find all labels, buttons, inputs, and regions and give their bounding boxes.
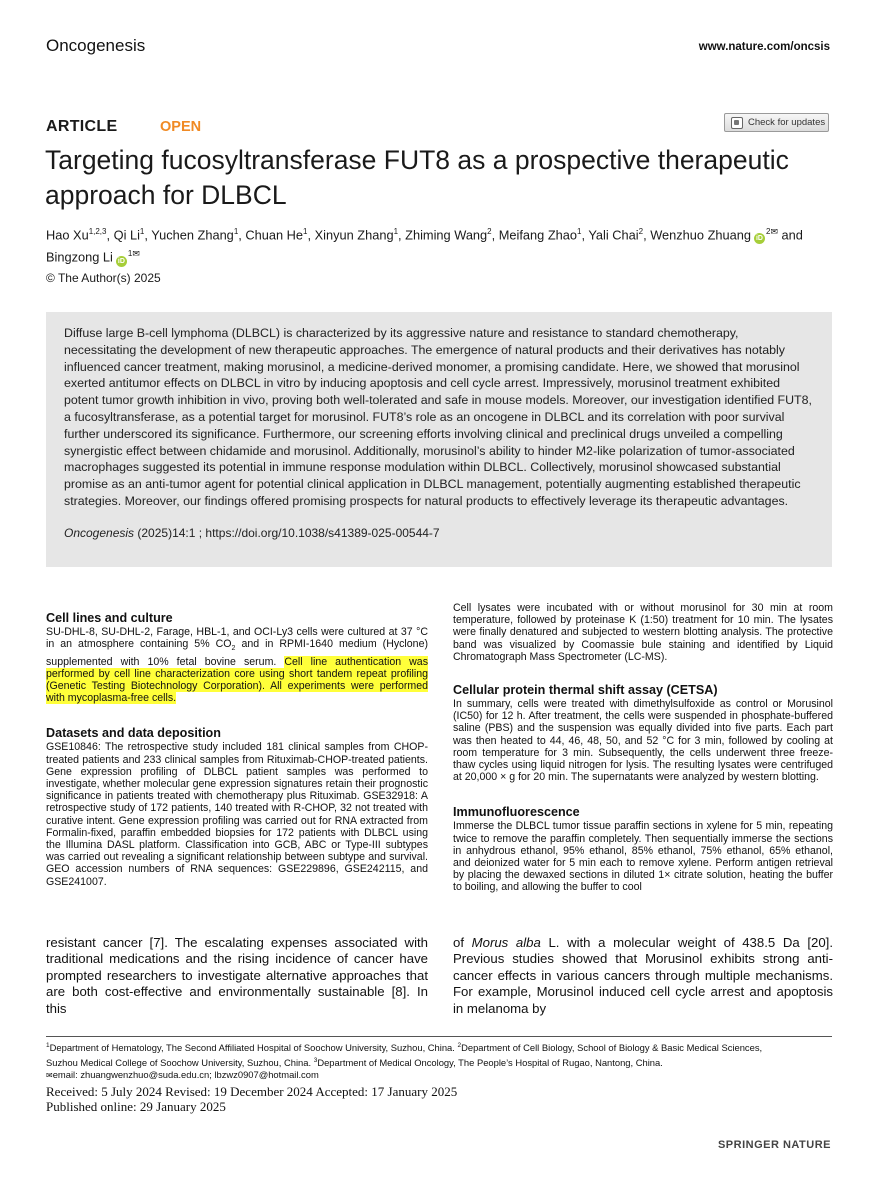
author-affiliation: 1 [139,227,145,236]
journal-url-link[interactable]: www.nature.com/oncsis [698,41,830,53]
email-icon[interactable]: ✉ [770,226,778,237]
author-affiliation: 1 [393,227,399,236]
author-name[interactable]: Xinyun Zhang [314,227,394,243]
author-list: Hao Xu$^{1,2,3}$, Qi Li$^1$, Yuchen Zhang$^1$, Chuan He$^1$, Xinyun Zhang$^1$, Zhiming Wang$^2$, Meifang Zhao$^1$, Yali Chai$^2$, Wenzhuo Zhuang $iD^{2✉}$ and Bingzong Li $iD^{1✉}$ [46,226,803,265]
journal-name: Oncogenesis [46,36,146,55]
author-name[interactable]: Wenzhuo Zhuang [650,227,751,243]
author-affiliation: 1 [233,227,239,236]
author-affiliation: 1 [577,227,582,236]
email-icon: ✉ [46,1071,53,1081]
intro-text-right [453,935,833,1017]
authors-and: and [781,227,803,243]
received-revised-accepted: Received: 5 July 2024 Revised: 19 December 2024 Accepted: 17 January 2025 [46,1084,458,1099]
section-heading-immunofluorescence: Immunofluorescence [453,805,580,820]
email-icon[interactable]: ✉ [132,248,140,259]
open-access-label: OPEN [160,119,202,135]
section-heading-cell-lines: Cell lines and culture [46,611,173,625]
methods-column-right [453,602,833,894]
author-affiliation: 1 [127,249,133,259]
footnote-line: $^1$Department of Hematology, The Second Affiliated Hospital of Soochow University, Suzhou, China. $^2$Department of Cell Biology, School of Biology & Basic Medical Sciences, [46,1042,763,1054]
author-name[interactable]: Yali Chai [588,227,639,243]
lysate-paragraph: Cell lysates were incubated with or without morusinol for 30 min at room temperature, followed by proteinase K (1:50) treatment for 10 min. The lysates were finally denatured and subjected to western blotting analysis. The protective band was visualized by Coomassie bule staining and identified by Liquid Chromatograph Mass Spectrometer (LC-MS). [453,602,833,663]
abstract-box [46,312,832,567]
methods-column-left [46,611,428,888]
article-title [45,143,845,213]
author-affiliation: 2 [638,227,644,236]
author-name[interactable]: Qi Li [113,227,140,243]
citation-doi-link[interactable]: (2025)14:1 ; https://doi.org/10.1038/s41389-025-00544-7 [134,525,440,540]
orcid-icon[interactable]: iD [117,257,125,265]
author-affiliation: 2 [765,227,771,236]
section-heading-cetsa: Cellular protein thermal shift assay (CETSA) [453,683,718,698]
title-line-2: approach for DLBCL [45,180,287,210]
affiliation-2: Department of Cell Biology, School of Biology & Basic Medical Sciences, [461,1042,763,1054]
orcid-icon[interactable]: iD [755,235,763,243]
author-name[interactable]: Meifang Zhao [498,227,577,243]
cell-lines-paragraph [46,626,428,704]
check-for-updates-button[interactable] [724,113,829,132]
corresponding-email[interactable]: email: zhuangwenzhuo@suda.edu.cn; lbzwz0907@hotmail.com [52,1069,319,1081]
author-name[interactable]: Hao Xu [46,227,89,243]
author-name[interactable]: Bingzong Li [46,249,113,265]
publication-dates [46,1084,457,1114]
cetsa-paragraph: In summary, cells were treated with dimethylsulfoxide as control or Morusinol (IC50) for 12 h. After treatment, the cells were suspended in phosphate-buffered saline (PBS) and the suspension was equally divided into five parts. Each part was then heated to 44, 46, 48, 50, and 52 °C for 3 min, followed by cooling at room temperature for 3 min. Subsequently, the cells underwent three freeze-thaw cycles using liquid nitrogen for lysis. The resulting lysates were centrifuged at 20,000 × g for 20 min. The supernatants were analyzed by western blotting. [453,698,833,784]
author-affiliation: 1 [303,227,308,236]
abstract-text: Diffuse large B-cell lymphoma (DLBCL) is characterized by its aggressive nature and resistance to standard chemotherapy, necessitating the development of new therapeutic approaches. The emergence of natural products and their derivatives has notably influenced cancer treatment, making morusinol, a medicine-derived monomer, a promising candidate. Here, we showed that morusinol exerted antitumor effects on DLBCL in vitro by inducing apoptosis and cell cycle arrest. Impressively, morusinol treatment exhibited potent tumor growth inhibition in vivo, proving both well-tolerated and safe in mouse models. Moreover, our investigation identified FUT8, a fucosyltransferase, as a potential target for morusinol. FUT8’s role as an oncogene in DLBCL and its correlation with poor survival further underscored its significance. Furthermore, our screening efforts involving clinical and preclinical drugs unveiled a compelling synergistic effect between chidamide and morusinol. Additionally, morusinol’s ability to hinder M2-like polarization of tumor-associated macrophages suggested its potential in immune response modulation within DLBCL. Collectively, morusinol showcased substantial promise as an anti-tumor agent for potential clinical application in DLBCL management, potentially augmenting established therapeutic strategies. Moreover, our findings offered promising prospects for natural products to effectively leverage its therapeutic advantages. [64,326,812,508]
footnote-line [46,1069,832,1082]
highlighted-text: Cell line authentication was performed by cell line characterization core using short tandem repeat profiling (Genetic Testing Biotechnology Corporation). All experiments were performed with mycoplasma-free cells. [46,655,428,705]
intro-text-right-a: of [453,935,472,950]
author-affiliation: 2 [487,227,492,236]
datasets-paragraph: GSE10846: The retrospective study included 181 clinical samples from CHOP-treated patients and 233 clinical samples from Rituximab-CHOP-treated patients. Gene expression profiling of DLBCL patient samples was performed to investigate, whether molecular gene expression signatures retain their prognostic significance in patients treated with chemotherapy plus Rituximab. GSE32918: A retrospective study of 172 patients, 140 treated with R-CHOP, 32 not treated with curative intent. Gene expression profiling was carried out for RNA extracted from Formalin-fixed, paraffin embedded biopsies for 172 patients with DLBCL using the Illumina DASL platform. Classification into GCB, ABC or Type-III subtypes was carried out revealing a significant relationship between subtype and survival. GEO accession numbers of RNA sequences: GSE229896, GSE242115, and GSE241007. [46,741,428,888]
cell-lines-text-cont: and in RPMI-1640 medium (Hyclone) supplemented with 10% fetal bovine serum. [46,638,428,668]
co2-subscript: 2 [231,645,236,653]
check-updates-icon [731,117,743,129]
immunofluorescence-paragraph: Immerse the DLBCL tumor tissue paraffin sections in xylene for 5 min, repeating twice to remove the paraffin completely. Then sequentially immerse the sections in anhydrous ethanol, 95% ethanol, 85% ethanol, 75% ethanol, 65% ethanol, and deionized water for 5 min each to remove xylene. Perform antigen retrieval by placing the dewaxed sections in diluted 1× citrate solution, heating the buffer to boiling, and allowing the buffer to cool [453,820,833,894]
citation-line [64,525,814,542]
affiliation-1: Department of Hematology, The Second Affiliated Hospital of Soochow University, Suzhou, China. [49,1042,458,1054]
publisher-logo: SPRINGER NATURE [717,1139,831,1151]
citation-journal: Oncogenesis [64,525,135,540]
species-name: Morus alba [471,935,541,950]
intro-text-left: resistant cancer [7]. The escalating expenses associated with traditional medications and the rising incidence of cancer have prompted researchers to investigate alternative approaches that are both cost-effective and environmentally sustainable [8]. In this [46,935,428,1016]
cell-lines-text: SU-DHL-8, SU-DHL-2, Farage, HBL-1, and OCI-Ly3 cells were cultured at 37 °C in an atmosphere containing 5% CO [46,626,428,651]
author-name[interactable]: Chuan He [245,227,304,243]
affiliation-footnotes [46,1036,832,1082]
title-line-1: Targeting fucosyltransferase FUT8 as a prospective therapeutic [45,145,789,175]
author-name[interactable]: Yuchen Zhang [151,227,234,243]
affiliation-2-cont: Suzhou Medical College of Soochow University, Suzhou, China. [46,1056,314,1068]
intro-text-right-b: L. with a molecular weight of 438.5 Da [20]. Previous studies showed that Morusinol exhibits strong anti-cancer effects in various cancers through multiple mechanisms. For example, Morusinol induced cell cycle arrest and apoptosis in melanoma by [453,935,833,1016]
copyright-notice: © The Author(s) 2025 [46,271,161,285]
published-online: Published online: 29 January 2025 [46,1099,226,1114]
section-heading-datasets: Datasets and data deposition [46,726,221,741]
author-affiliation: 1,2,3 [88,227,107,236]
footnote-line: Suzhou Medical College of Soochow University, Suzhou, China. $^3$Department of Medical Oncology, The People’s Hospital of Rugao, Nantong, China. [46,1056,663,1068]
author-name[interactable]: Zhiming Wang [405,227,488,243]
check-updates-label: Check for updates [748,117,826,128]
article-type-label: ARTICLE [46,118,118,135]
affiliation-3: Department of Medical Oncology, The People’s Hospital of Rugao, Nantong, China. [317,1056,663,1068]
